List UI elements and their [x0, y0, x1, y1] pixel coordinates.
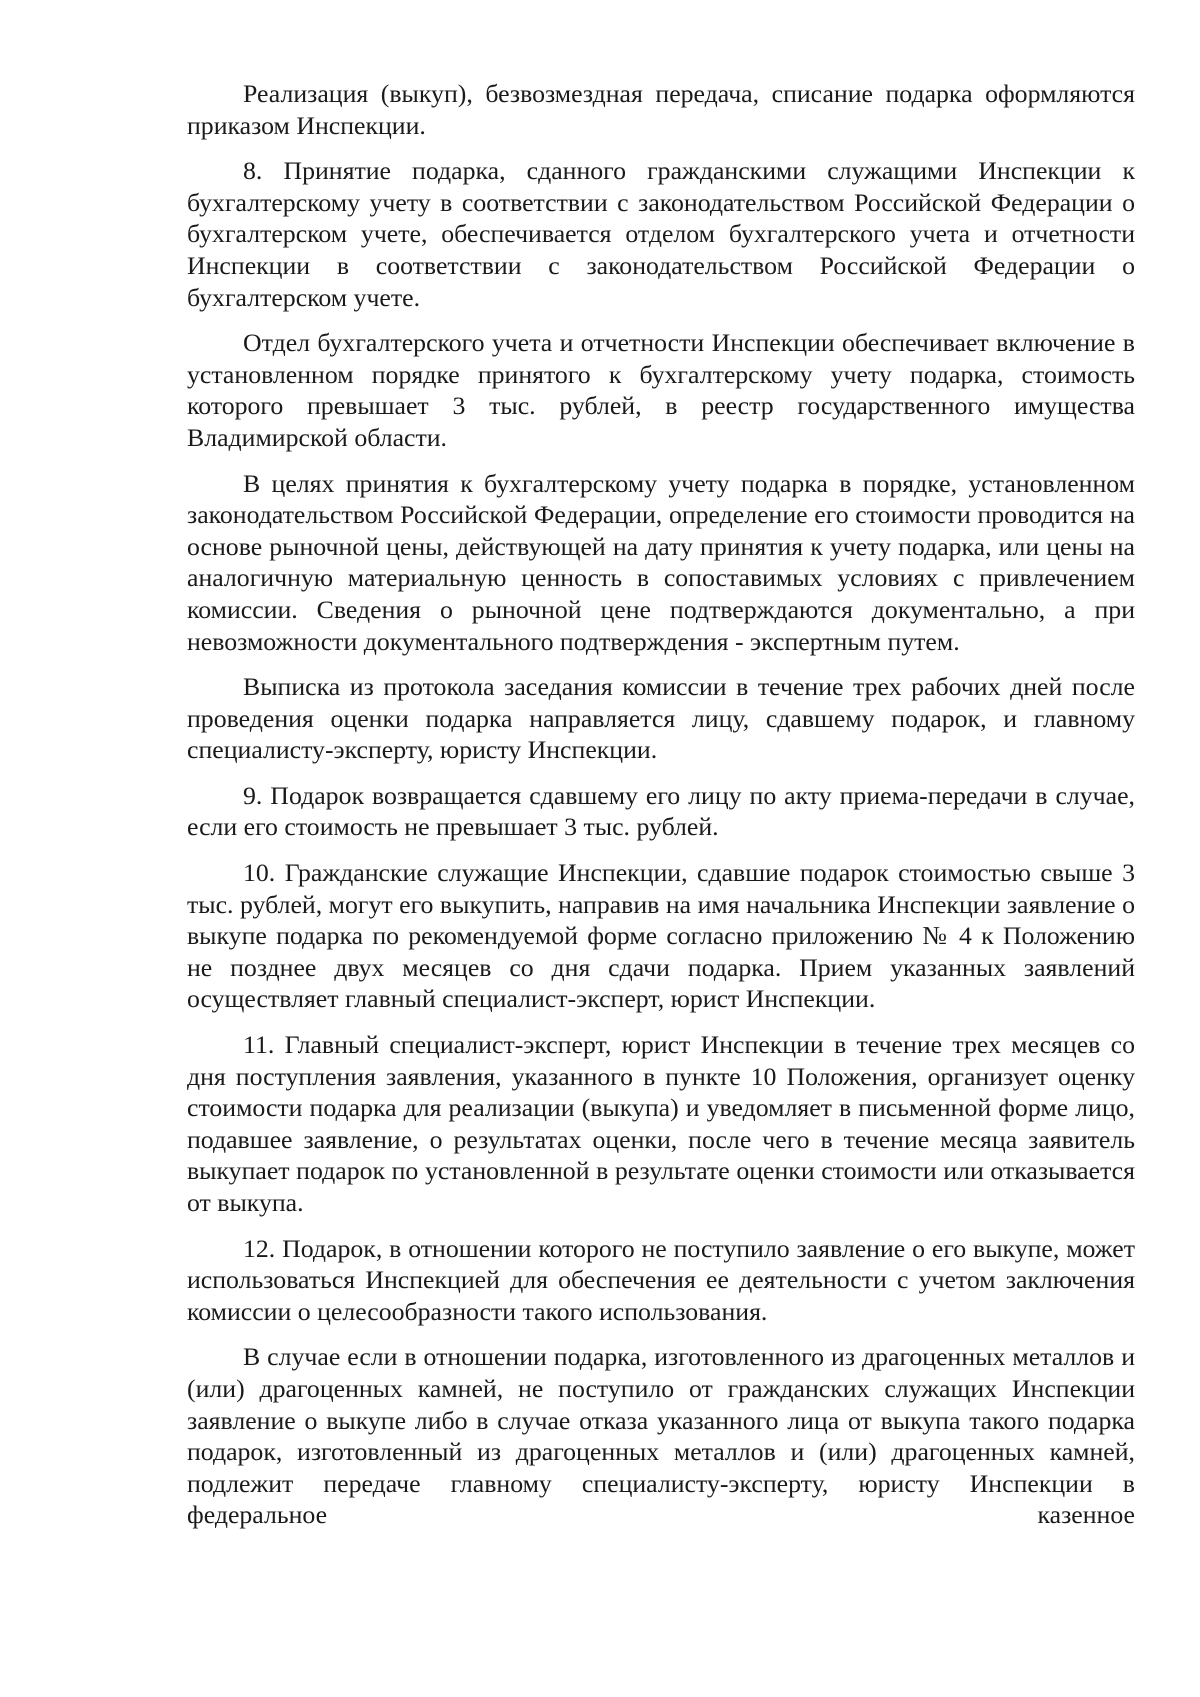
paragraph-item-9: 9. Подарок возвращается сдавшему его лицу по акту приема-передачи в случае, если его стоимость не превышает 3 тыс. рублей.	[187, 780, 1135, 842]
paragraph-item-10: 10. Гражданские служащие Инспекции, сдавшие подарок стоимостью свыше 3 тыс. рублей, могут его выкупить, направив на имя начальника Инспекции заявление о выкупе подарка по рекомендуемой форме согласно приложению № 4 к Положению не позднее двух месяцев со дня сдачи подарка. Прием указанных заявлений осуществляет главный специалист-эксперт, юрист Инспекции.	[187, 858, 1135, 1014]
paragraph-valuation: В целях принятия к бухгалтерскому учету подарка в порядке, установленном законодательством Российской Федерации, определение его стоимости проводится на основе рыночной цены, действующей на дату принятия к учету подарка, или цены на аналогичную материальную ценность в сопоставимых условиях с привлечением комиссии. Сведения о рыночной цене подтверждаются документально, а при невозможности документального подтверждения - экспертным путем.	[187, 468, 1135, 656]
document-page	[187, 78, 1135, 1545]
paragraph-item-8: 8. Принятие подарка, сданного гражданскими служащими Инспекции к бухгалтерскому учету в соответствии с законодательством Российской Федерации о бухгалтерском учете, обеспечивается отделом бухгалтерского учета и отчетности Инспекции в соответствии с законодательством Российской Федерации о бухгалтерском учете.	[187, 156, 1135, 312]
paragraph-registry-inclusion: Отдел бухгалтерского учета и отчетности Инспекции обеспечивает включение в установленном порядке принятого к бухгалтерскому учету подарка, стоимость которого превышает 3 тыс. рублей, в реестр государственного имущества Владимирской области.	[187, 328, 1135, 452]
paragraph-item-12: 12. Подарок, в отношении которого не поступило заявление о его выкупе, может использоваться Инспекцией для обеспечения ее деятельности с учетом заключения комиссии о целесообразности такого использования.	[187, 1233, 1135, 1326]
paragraph-protocol-extract: Выписка из протокола заседания комиссии в течение трех рабочих дней после проведения оценки подарка направляется лицу, сдавшему подарок, и главному специалисту-эксперту, юристу Инспекции.	[187, 672, 1135, 765]
paragraph-precious-metals: В случае если в отношении подарка, изготовленного из драгоценных металлов и (или) драгоценных камней, не поступило от гражданских служащих Инспекции заявление о выкупе либо в случае отказа указанного лица от выкупа такого подарка подарок, изготовленный из драгоценных металлов и (или) драгоценных камней, подлежит передаче главному специалисту-эксперту, юристу Инспекции в федеральное казенное	[187, 1342, 1135, 1530]
paragraph-item-11: 11. Главный специалист-эксперт, юрист Инспекции в течение трех месяцев со дня поступления заявления, указанного в пункте 10 Положения, организует оценку стоимости подарка для реализации (выкупа) и уведомляет в письменной форме лицо, подавшее заявление, о результатах оценки, после чего в течение месяца заявитель выкупает подарок по установленной в результате оценки стоимости или отказывается от выкупа.	[187, 1030, 1135, 1217]
paragraph-sale-registration: Реализация (выкуп), безвозмездная передача, списание подарка оформляются приказом Инспекции.	[187, 79, 1135, 140]
